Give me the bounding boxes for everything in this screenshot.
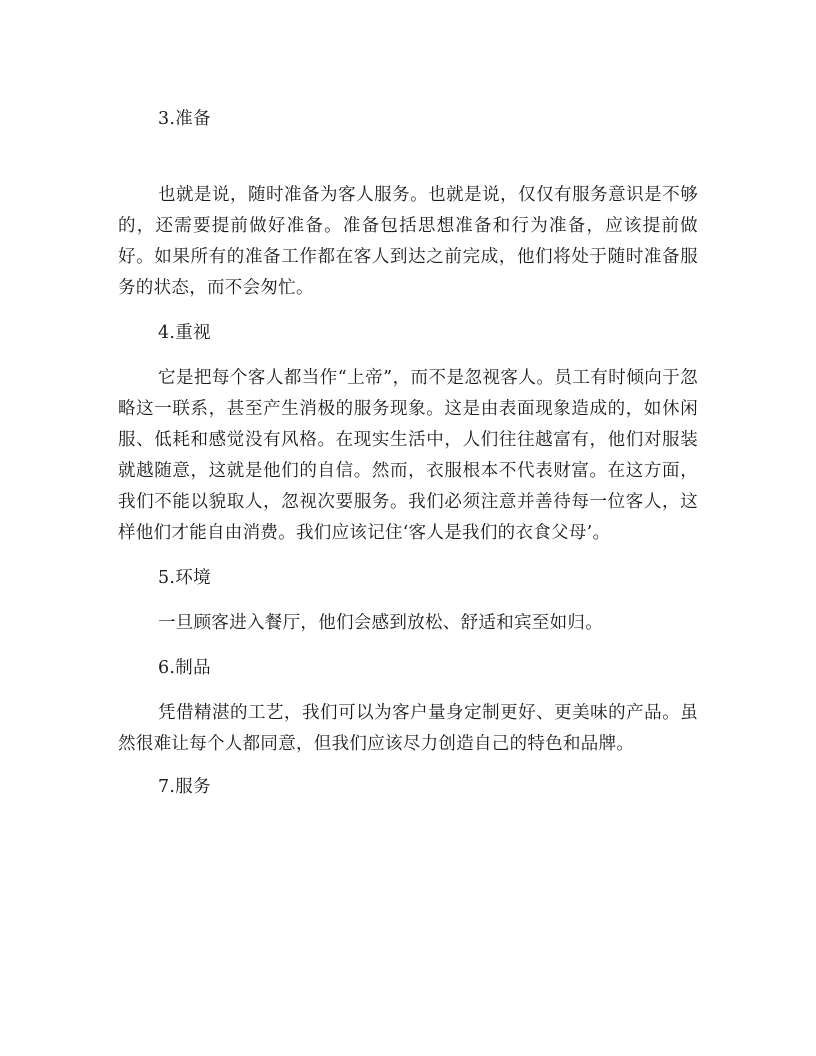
spacer (118, 684, 698, 698)
spacer (118, 349, 698, 363)
document-body (118, 104, 698, 803)
section-paragraph-environment: 一旦顾客进入餐厅，他们会感到放松、舒适和宾至如归。 (158, 613, 603, 633)
spacer (118, 135, 698, 180)
section-heading-products: 6.制品 (158, 658, 211, 678)
spacer (118, 639, 698, 653)
section-paragraph-products: 凭借精湛的工艺，我们可以为客户量身定制更好、更美味的产品。虽然很难让每个人都同意，但我们应该尽力创造自己的特色和品牌。 (118, 703, 698, 754)
spacer (118, 549, 698, 563)
section-heading-attention: 4.重视 (158, 323, 211, 343)
section-heading-preparation: 3.准备 (158, 109, 211, 129)
spacer (118, 594, 698, 608)
spacer (118, 760, 698, 772)
section-paragraph-preparation: 也就是说，随时准备为客人服务。也就是说，仅仅有服务意识是不够的，还需要提前做好准备。准备包括思想准备和行为准备，应该提前做好。如果所有的准备工作都在客人到达之前完成，他们将处于随时准备服务的状态，而不会匆忙。 (118, 185, 698, 298)
section-heading-environment: 5.环境 (158, 568, 211, 588)
spacer (118, 304, 698, 318)
section-heading-service: 7.服务 (158, 777, 211, 797)
section-paragraph-attention: 它是把每个客人都当作“上帝”，而不是忽视客人。员工有时倾向于忽略这一联系，甚至产生消极的服务现象。这是由表面现象造成的，如休闲服、低耗和感觉没有风格。在现实生活中，人们往往越富有，他们对服装就越随意，这就是他们的自信。然而，衣服根本不代表财富。在这方面，我们不能以貌取人，忽视次要服务。我们必须注意并善待每一位客人，这样他们才能自由消费。我们应该记住‘客人是我们的衣食父母’。 (118, 368, 698, 543)
